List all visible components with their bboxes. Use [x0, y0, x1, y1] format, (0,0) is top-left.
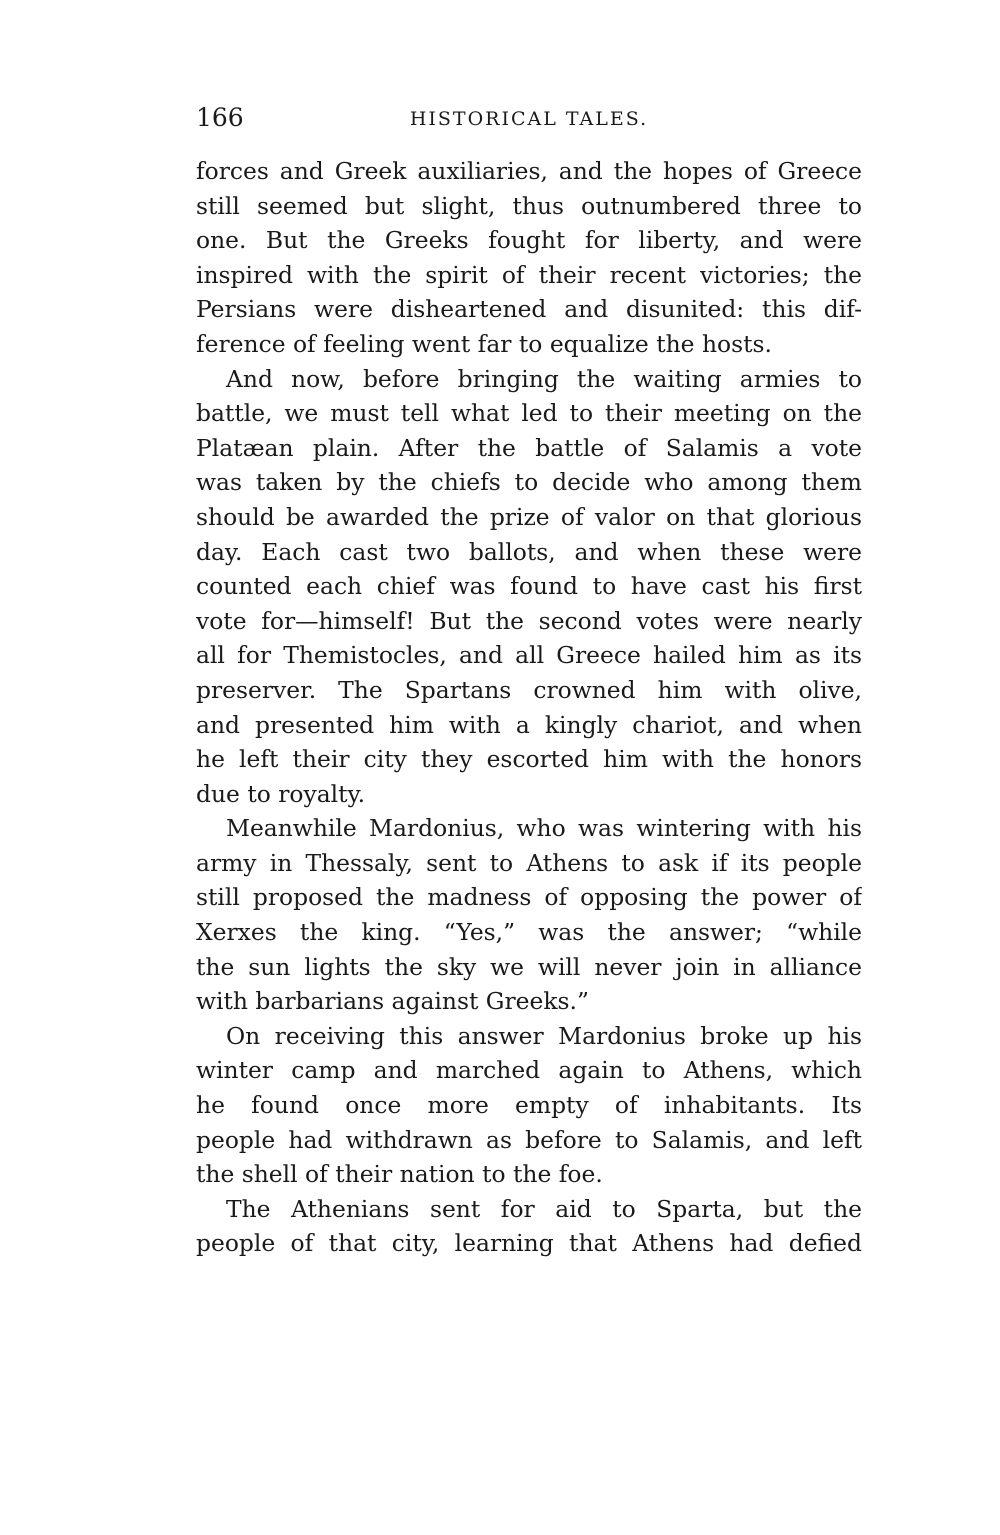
- text-line: Meanwhile Mardonius, who was wintering with his: [226, 814, 862, 843]
- body-text: [196, 154, 862, 1261]
- text-line: he left their city they escorted him with the honors: [196, 745, 862, 774]
- text-line: battle, we must tell what led to their meeting on the: [196, 399, 862, 428]
- text-line: day. Each cast two ballots, and when these were: [196, 537, 862, 566]
- paragraph: [196, 154, 862, 362]
- text-line: all for Themistocles, and all Greece hailed him as its: [196, 641, 862, 670]
- text-line: inspired with the spirit of their recent victories; the: [196, 260, 862, 289]
- text-line: and presented him with a kingly chariot, and when: [196, 710, 862, 739]
- text-line: ference of feeling went far to equalize the hosts.: [196, 329, 772, 358]
- text-line: one. But the Greeks fought for liberty, and were: [196, 226, 862, 255]
- text-line: The Athenians sent for aid to Sparta, but the: [226, 1194, 862, 1223]
- text-line: people had withdrawn as before to Salamis, and left: [196, 1125, 862, 1154]
- paragraph: [196, 811, 862, 1019]
- paragraph: [196, 1019, 862, 1192]
- running-head: [196, 100, 862, 136]
- text-line: with barbarians against Greeks.”: [196, 987, 589, 1016]
- text-line: Persians were disheartened and disunited: this dif-: [196, 295, 862, 324]
- page-number: 166: [196, 103, 244, 132]
- text-line: preserver. The Spartans crowned him with olive,: [196, 675, 862, 704]
- paragraph: [196, 362, 862, 812]
- text-line: people of that city, learning that Athens had defied: [196, 1229, 862, 1258]
- text-line: the shell of their nation to the foe.: [196, 1160, 603, 1189]
- text-line: army in Thessaly, sent to Athens to ask if its people: [196, 848, 862, 877]
- text-line: counted each chief was found to have cast his first: [196, 572, 862, 601]
- text-line: Xerxes the king. “Yes,” was the answer; “while: [196, 918, 862, 947]
- text-line: the sun lights the sky we will never join in alliance: [196, 952, 862, 981]
- text-line: forces and Greek auxiliaries, and the hopes of Greece: [196, 157, 862, 185]
- text-line: was taken by the chiefs to decide who among them: [196, 468, 862, 497]
- paragraph: [196, 1192, 862, 1261]
- text-line: should be awarded the prize of valor on that glorious: [196, 502, 862, 531]
- text-line: due to royalty.: [196, 779, 366, 808]
- text-line: still seemed but slight, thus outnumbered three to: [196, 191, 862, 220]
- text-line: vote for—himself! But the second votes were nearly: [196, 606, 862, 635]
- text-line: still proposed the madness of opposing the power of: [196, 883, 862, 912]
- running-title: HISTORICAL TALES.: [409, 108, 649, 130]
- text-line: he found once more empty of inhabitants. Its: [196, 1091, 862, 1120]
- text-line: Platæan plain. After the battle of Salamis a vote: [196, 433, 862, 462]
- text-line: winter camp and marched again to Athens, which: [196, 1056, 862, 1085]
- text-line: On receiving this answer Mardonius broke up his: [226, 1021, 862, 1050]
- text-line: And now, before bringing the waiting armies to: [226, 364, 862, 393]
